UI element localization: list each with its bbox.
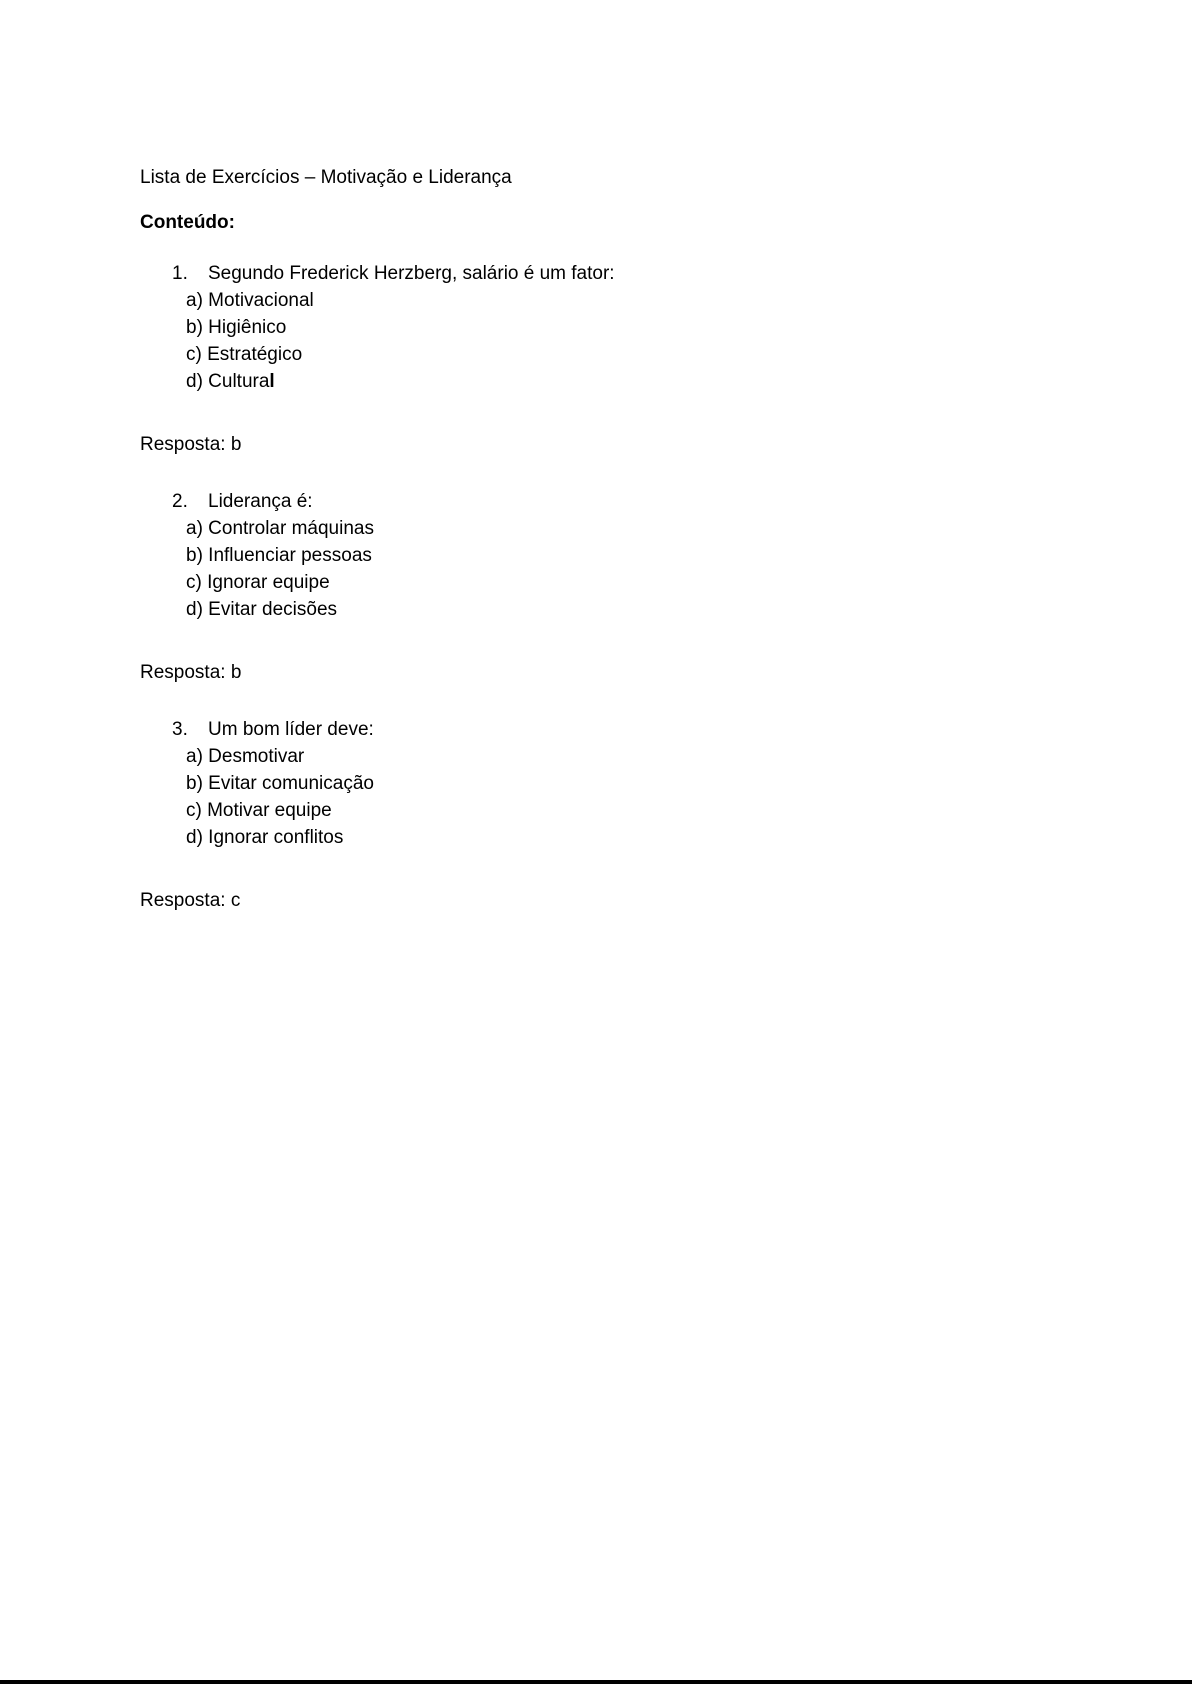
question-1-option-d-bold-suffix: l [269, 371, 275, 392]
question-1-option-b [186, 314, 1092, 341]
question-2-option-c [186, 569, 1092, 596]
document-title: Lista de Exercícios – Motivação e Liderança [140, 167, 512, 188]
question-2-option-d [186, 596, 1092, 623]
answer-3: Resposta: c [140, 890, 241, 911]
question-1-option-a-text: a) Motivacional [186, 290, 314, 311]
question-3-line [172, 716, 1092, 743]
question-2 [140, 488, 1092, 623]
question-1-option-c [186, 341, 1092, 368]
question-3-option-a-text: a) Desmotivar [186, 746, 305, 767]
question-3-prompt: Um bom líder deve: [208, 719, 374, 740]
question-2-option-c-text: c) Ignorar equipe [186, 572, 330, 593]
question-2-option-b-text: b) Influenciar pessoas [186, 545, 372, 566]
question-3-option-b-text: b) Evitar comunicação [186, 773, 374, 794]
question-3-option-d-text: d) Ignorar conflitos [186, 827, 344, 848]
question-1-option-d [186, 368, 1092, 395]
question-3-number: 3. [172, 719, 188, 740]
question-2-option-a [186, 515, 1092, 542]
question-1-prompt: Segundo Frederick Herzberg, salário é um fator: [208, 263, 615, 284]
question-1-line [172, 260, 1092, 287]
question-3-option-d [186, 824, 1092, 851]
question-1-number: 1. [172, 263, 188, 284]
question-1-option-c-text: c) Estratégico [186, 344, 303, 365]
question-2-prompt: Liderança é: [208, 491, 313, 512]
content-heading: Conteúdo: [140, 212, 235, 233]
question-2-option-b [186, 542, 1092, 569]
question-3-option-c-text: c) Motivar equipe [186, 800, 332, 821]
question-3-option-c [186, 797, 1092, 824]
question-2-number: 2. [172, 491, 188, 512]
question-2-option-d-text: d) Evitar decisões [186, 599, 338, 620]
question-2-line [172, 488, 1092, 515]
answer-2: Resposta: b [140, 662, 242, 683]
question-3-option-b [186, 770, 1092, 797]
question-1-option-b-text: b) Higiênico [186, 317, 287, 338]
question-1 [140, 260, 1092, 395]
answer-1: Resposta: b [140, 434, 242, 455]
question-2-option-a-text: a) Controlar máquinas [186, 518, 374, 539]
question-1-option-a [186, 287, 1092, 314]
question-1-option-d-text: d) Cultura [186, 371, 270, 392]
bottom-border-bar [0, 1680, 1192, 1684]
question-3 [140, 716, 1092, 851]
question-3-option-a [186, 743, 1092, 770]
